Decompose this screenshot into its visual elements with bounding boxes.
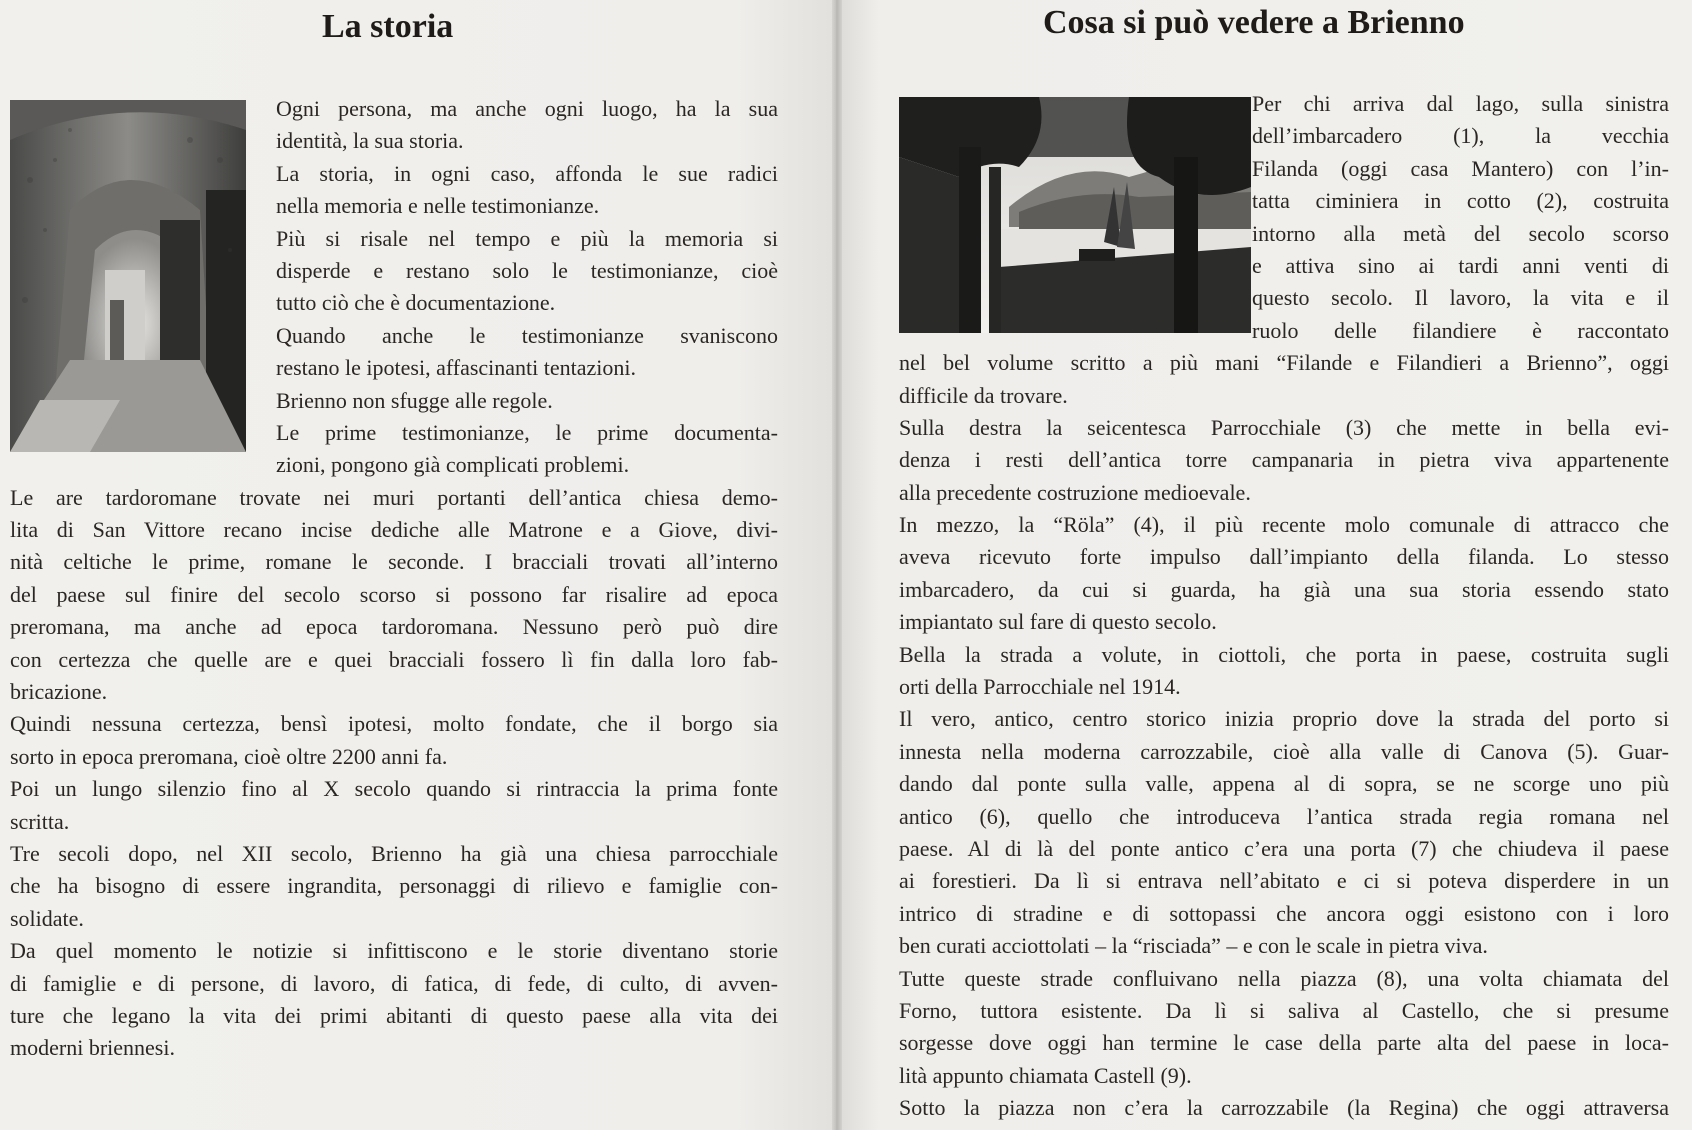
text-line: nel bel volume scritto a più mani “Filande e Filandieri a Brienno”, oggi	[899, 350, 1669, 376]
text-line: ture che legano la vita dei primi abitanti di questo paese alla vita dei	[10, 1002, 778, 1028]
text-line: identità, la sua storia.	[276, 128, 464, 154]
text-line: scritta.	[10, 808, 70, 834]
text-line: Il vero, antico, centro storico inizia proprio dove la strada del porto si	[899, 706, 1669, 732]
text-line: Forno, tuttora esistente. Da lì si saliva al Castello, che si presume	[899, 997, 1669, 1023]
text-line: Poi un lungo silenzio fino al X secolo quando si rintraccia la prima fonte	[10, 776, 778, 802]
text-line: nità celtiche le prime, romane le seconde. I bracciali trovati all’interno	[10, 549, 778, 575]
left-page-title: La storia	[322, 8, 454, 45]
text-line: intorno alla metà del secolo scorso	[1252, 220, 1669, 246]
text-line: denza i resti dell’antica torre campanaria in pietra viva appartenente	[899, 447, 1669, 473]
text-line: tatta ciminiera in cotto (2), costruita	[1252, 188, 1669, 214]
text-line: disperde e restano solo le testimonianze, cioè	[276, 257, 778, 283]
text-line: questo secolo. Il lavoro, la vita e il	[1252, 285, 1669, 311]
text-line: Quindi nessuna certezza, bensì ipotesi, molto fondate, che il borgo sia	[10, 711, 778, 737]
text-line: Tutte queste strade confluivano nella piazza (8), una volta chiamata del	[899, 965, 1669, 991]
text-line: alla precedente costruzione medioevale.	[899, 479, 1251, 505]
text-line: Bella la strada a volute, in ciottoli, che porta in paese, costruita sugli	[899, 641, 1669, 667]
text-line: intrico di stradine e di sottopassi che ancora oggi esistono con i loro	[899, 900, 1669, 926]
text-line: moderni briennesi.	[10, 1035, 175, 1061]
text-line: In mezzo, la “Röla” (4), il più recente molo comunale di attracco che	[899, 512, 1669, 538]
text-line: Sotto la piazza non c’era la carrozzabile (la Regina) che oggi attraversa	[899, 1095, 1669, 1121]
left-page	[0, 0, 836, 1130]
right-body-text	[899, 88, 1669, 1125]
text-line: aveva ricevuto forte impulso dall’impianto della filanda. Lo stesso	[899, 544, 1669, 570]
text-line: Tre secoli dopo, nel XII secolo, Brienno ha già una chiesa parrocchiale	[10, 840, 778, 866]
text-line: Le are tardoromane trovate nei muri portanti dell’antica chiesa demo-	[10, 484, 778, 510]
text-line: del paese sul finire del secolo scorso si possono far risalire ad epoca	[10, 581, 778, 607]
book-gutter	[832, 0, 842, 1130]
left-body-text	[10, 93, 778, 1065]
right-page	[836, 0, 1692, 1130]
text-line: che ha bisogno di essere ingrandita, personaggi di rilievo e famiglie con-	[10, 873, 778, 899]
text-line: Sulla destra la seicentesca Parrocchiale (3) che mette in bella evi-	[899, 414, 1669, 440]
text-line: Quando anche le testimonianze svaniscono	[276, 322, 778, 348]
text-line: dell’imbarcadero (1), la vecchia	[1252, 123, 1669, 149]
text-line: Filanda (oggi casa Mantero) con l’in-	[1252, 155, 1669, 181]
text-line: sorto in epoca preromana, cioè oltre 2200 anni fa.	[10, 743, 448, 769]
text-line: paese. Al di là del ponte antico c’era una porta (7) che chiudeva il paese	[899, 835, 1669, 861]
text-line: lita di San Vittore recano incise dediche alle Matrone e a Giove, divi-	[10, 517, 778, 543]
text-line: difficile da trovare.	[899, 382, 1068, 408]
text-line: innesta nella moderna carrozzabile, cioè alla valle di Canova (5). Guar-	[899, 738, 1669, 764]
text-line: imbarcadero, da cui si guarda, ha già una sua storia essendo stato	[899, 576, 1669, 602]
text-line: orti della Parrocchiale nel 1914.	[899, 674, 1181, 700]
text-line: e attiva sino ai tardi anni venti di	[1252, 252, 1669, 278]
text-line: di famiglie e di persone, di lavoro, di fatica, di fede, di culto, di avven-	[10, 970, 778, 996]
text-line: nella memoria e nelle testimonianze.	[276, 193, 600, 219]
text-line: bricazione.	[10, 679, 108, 705]
text-line: preromana, ma anche ad epoca tardoromana. Nessuno però può dire	[10, 614, 778, 640]
text-line: con certezza che quelle are e quei bracciali fossero lì fin dalla loro fab-	[10, 646, 778, 672]
text-line: zioni, pongono già complicati problemi.	[276, 452, 630, 478]
text-line: Brienno non sfugge alle regole.	[276, 387, 553, 413]
text-line: sorgesse dove oggi han termine le case della parte alta del paese in loca-	[899, 1030, 1669, 1056]
text-line: ben curati acciottolati – la “risciada” – e con le scale in pietra viva.	[899, 933, 1488, 959]
text-line: lità appunto chiamata Castell (9).	[899, 1062, 1192, 1088]
text-line: La storia, in ogni caso, affonda le sue radici	[276, 160, 778, 186]
text-line: restano le ipotesi, affascinanti tentazioni.	[276, 355, 637, 381]
text-line: tutto ciò che è documentazione.	[276, 290, 556, 316]
text-line: dando dal ponte sulla valle, appena al di sopra, se ne scorge uno più	[899, 771, 1669, 797]
text-line: Le prime testimonianze, le prime documenta-	[276, 419, 778, 445]
right-page-title: Cosa si può vedere a Brienno	[1043, 4, 1465, 41]
text-line: ruolo delle filandiere è raccontato	[1252, 317, 1669, 343]
text-line: ai forestieri. Da lì si entrava nell’abitato e ci si poteva disperdere in un	[899, 868, 1669, 894]
text-line: Più si risale nel tempo e più la memoria si	[276, 225, 778, 251]
text-line: solidate.	[10, 905, 84, 931]
text-line: Ogni persona, ma anche ogni luogo, ha la sua	[276, 96, 778, 121]
text-line: antico (6), quello che introduceva l’antica strada regia romana nel	[899, 803, 1669, 829]
text-line: Da quel momento le notizie si infittiscono e le storie diventano storie	[10, 938, 778, 964]
text-line: impiantato sul fare di questo secolo.	[899, 609, 1217, 635]
text-line: Per chi arriva dal lago, sulla sinistra	[1252, 91, 1669, 116]
